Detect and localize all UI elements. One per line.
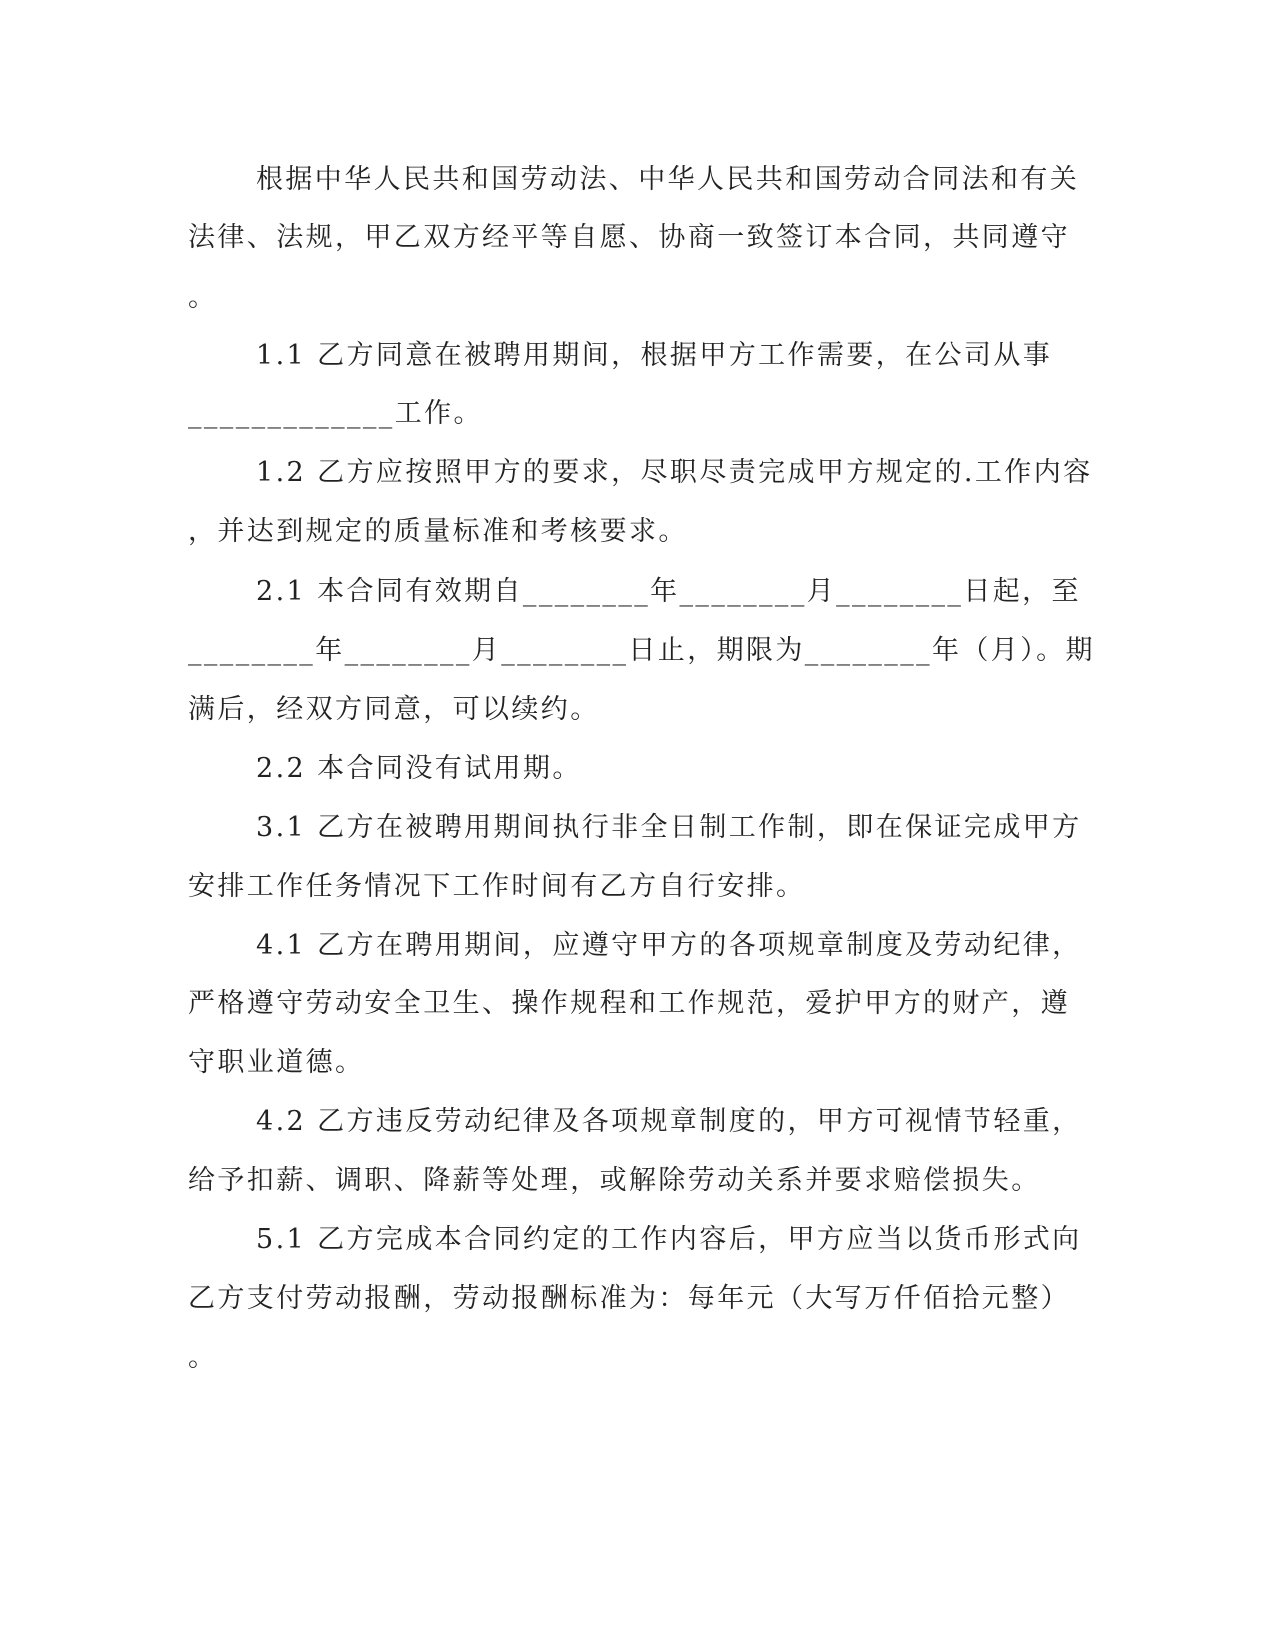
clause-2-1-line-2: ________年________月________日止，期限为________年（月）。期 bbox=[188, 635, 1095, 666]
clause-1-2-line-1: 1.2 乙方应按照甲方的要求，尽职尽责完成甲方规定的.工作内容 bbox=[256, 457, 1093, 488]
clause-5-1-line-2: 乙方支付劳动报酬，劳动报酬标准为：每年元（大写万仟佰拾元整） bbox=[188, 1283, 1070, 1314]
clause-1-1-line-2: _____________工作。 bbox=[188, 398, 483, 429]
clause-2-2-line-1: 2.2 本合同没有试用期。 bbox=[256, 753, 582, 784]
clause-4-1-line-1: 4.1 乙方在聘用期间，应遵守甲方的各项规章制度及劳动纪律， bbox=[256, 930, 1082, 961]
intro-line-3: 。 bbox=[188, 282, 218, 313]
clause-4-2-line-1: 4.2 乙方违反劳动纪律及各项规章制度的，甲方可视情节轻重， bbox=[256, 1106, 1082, 1137]
clause-4-1-line-3: 守职业道德。 bbox=[188, 1047, 365, 1078]
intro-line-1: 根据中华人民共和国劳动法、中华人民共和国劳动合同法和有关 bbox=[256, 164, 1080, 195]
clause-3-1-line-2: 安排工作任务情况下工作时间有乙方自行安排。 bbox=[188, 871, 806, 902]
clause-1-1-line-1: 1.1 乙方同意在被聘用期间，根据甲方工作需要，在公司从事 bbox=[256, 340, 1053, 371]
clause-5-1-line-1: 5.1 乙方完成本合同约定的工作内容后，甲方应当以货币形式向 bbox=[256, 1224, 1082, 1255]
clause-4-2-line-2: 给予扣薪、调职、降薪等处理，或解除劳动关系并要求赔偿损失。 bbox=[188, 1165, 1041, 1196]
clause-3-1-line-1: 3.1 乙方在被聘用期间执行非全日制工作制，即在保证完成甲方 bbox=[256, 812, 1082, 843]
clause-1-2-line-2: ，并达到规定的质量标准和考核要求。 bbox=[188, 516, 688, 547]
clause-5-1-line-3: 。 bbox=[188, 1342, 218, 1373]
clause-2-1-line-1: 2.1 本合同有效期自________年________月________日起，至 bbox=[256, 576, 1081, 607]
clause-4-1-line-2: 严格遵守劳动安全卫生、操作规程和工作规范，爱护甲方的财产，遵 bbox=[188, 988, 1070, 1019]
clause-2-1-line-3: 满后，经双方同意，可以续约。 bbox=[188, 694, 600, 725]
intro-line-2: 法律、法规，甲乙双方经平等自愿、协商一致签订本合同，共同遵守 bbox=[188, 222, 1070, 253]
